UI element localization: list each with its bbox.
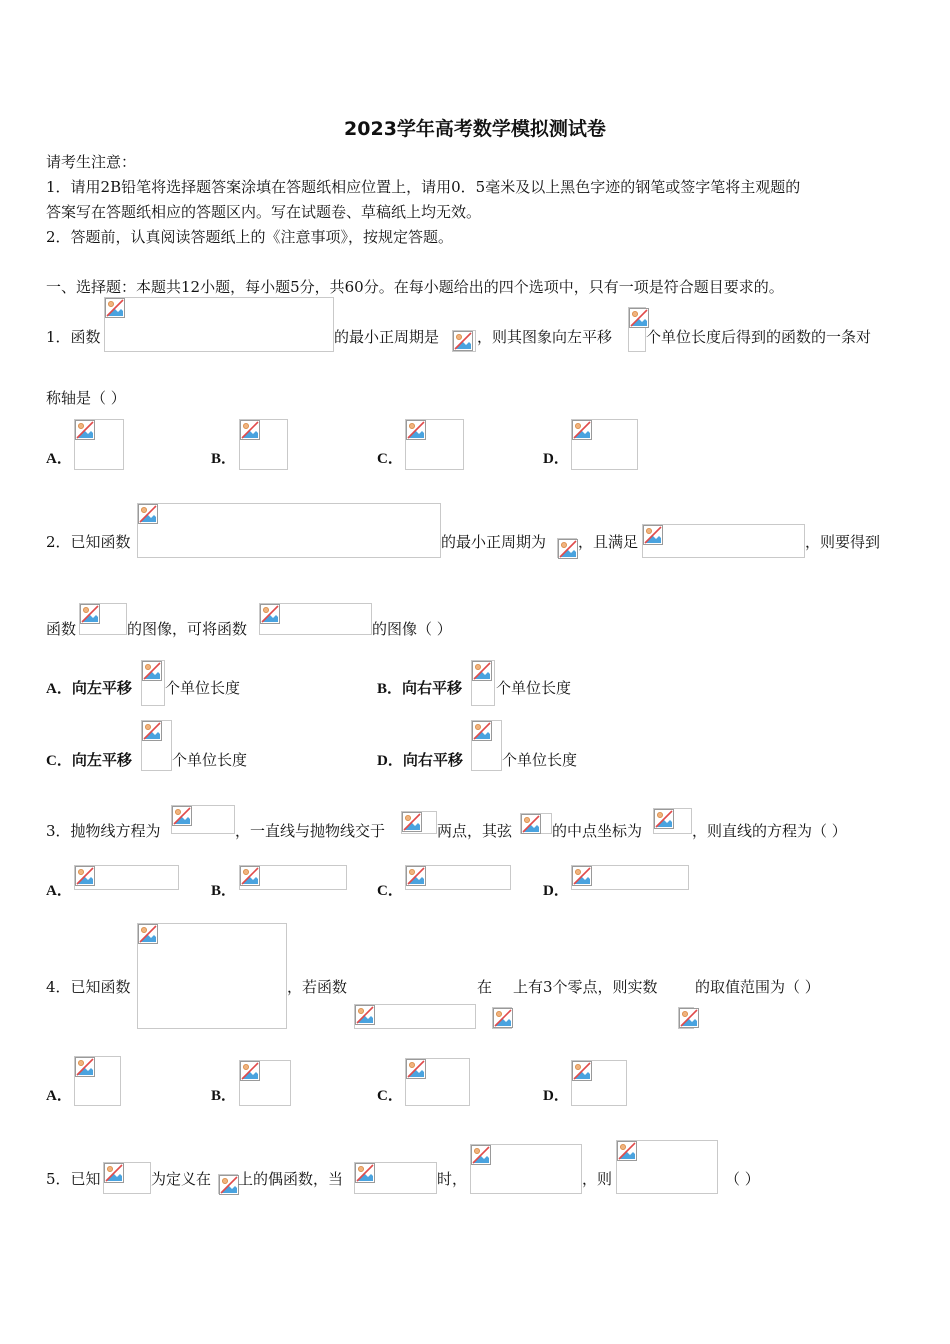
q3-option-b-label: B． bbox=[211, 883, 237, 899]
broken-image-icon bbox=[629, 308, 649, 328]
q2-option-b-image bbox=[471, 660, 495, 706]
q2-period-image bbox=[557, 538, 577, 558]
q2-option-c-image bbox=[141, 720, 172, 771]
broken-image-icon bbox=[406, 1059, 426, 1079]
q2-target-func-image bbox=[79, 603, 127, 635]
q2-text-7: 的图像（ ） bbox=[372, 620, 452, 638]
broken-image-icon bbox=[572, 1061, 592, 1081]
broken-image-icon bbox=[138, 504, 158, 524]
q4-variable-image bbox=[678, 1007, 694, 1029]
broken-image-icon bbox=[572, 866, 592, 886]
q1-option-c-label: C． bbox=[377, 451, 403, 467]
broken-image-icon bbox=[355, 1005, 375, 1025]
q4-option-a-image bbox=[74, 1056, 121, 1106]
notice-line-1: 1．请用2B铅笔将选择题答案涂填在答题纸相应位置上，请用0．5毫米及以上黑色字迹的钢笔或签字笔将主观题的 bbox=[46, 178, 801, 196]
q1-option-d-image bbox=[571, 419, 638, 470]
q4-option-b-label: B． bbox=[211, 1088, 237, 1104]
q2-formula-image bbox=[137, 503, 441, 558]
broken-image-icon bbox=[104, 1163, 124, 1183]
q2-text-1: 2．已知函数 bbox=[46, 533, 131, 551]
notice-line-2: 2．答题前，认真阅读答题纸上的《注意事项》，按规定答题。 bbox=[46, 228, 454, 246]
q2-text-2: 的最小正周期为 bbox=[441, 533, 547, 551]
q4-text-3: 在 bbox=[477, 978, 493, 996]
q2-text-6: 的图像，可将函数 bbox=[127, 620, 248, 638]
q5-condition-image bbox=[354, 1162, 437, 1194]
broken-image-icon bbox=[142, 721, 162, 741]
q5-text-6: （ ） bbox=[725, 1170, 760, 1188]
q1-option-c-image bbox=[405, 419, 464, 470]
q2-option-d-label: D．向右平移 bbox=[377, 753, 463, 769]
q1-text-5: 称轴是（ ） bbox=[46, 389, 126, 407]
q5-domain-image bbox=[218, 1174, 238, 1194]
q3-text-1: 3．抛物线方程为 bbox=[46, 822, 161, 840]
broken-image-icon bbox=[355, 1163, 375, 1183]
q2-text-5: 函数 bbox=[46, 620, 77, 638]
broken-image-icon bbox=[260, 604, 280, 624]
q2-option-a-image bbox=[141, 660, 165, 706]
q5-text-1: 5．已知 bbox=[46, 1170, 101, 1188]
broken-image-icon bbox=[521, 814, 541, 834]
q2-option-d-image bbox=[471, 720, 502, 771]
q2-condition-image bbox=[642, 524, 805, 558]
q3-option-a-label: A． bbox=[46, 883, 72, 899]
broken-image-icon bbox=[138, 924, 158, 944]
q3-option-b-image bbox=[239, 865, 347, 890]
q3-option-c-image bbox=[405, 865, 511, 890]
broken-image-icon bbox=[142, 661, 162, 681]
q1-formula-image bbox=[104, 297, 334, 352]
q4-function-g-image bbox=[354, 1004, 476, 1029]
q2-option-b-unit: 个单位长度 bbox=[496, 679, 572, 697]
q3-text-4: 的中点坐标为 bbox=[552, 822, 643, 840]
notice-heading: 请考生注意： bbox=[46, 153, 137, 171]
q4-text-2: ，若函数 bbox=[287, 978, 348, 996]
q4-text-4: 上有3个零点，则实数 bbox=[513, 978, 658, 996]
q3-text-5: ，则直线的方程为（ ） bbox=[692, 822, 847, 840]
q5-function-image bbox=[103, 1162, 151, 1194]
broken-image-icon bbox=[75, 420, 95, 440]
q2-option-a-unit: 个单位长度 bbox=[165, 679, 241, 697]
q3-option-d-label: D． bbox=[543, 883, 569, 899]
broken-image-icon bbox=[493, 1008, 513, 1028]
broken-image-icon bbox=[75, 866, 95, 886]
broken-image-icon bbox=[406, 420, 426, 440]
page-title: 2023学年高考数学模拟测试卷 bbox=[344, 118, 606, 140]
q1-option-a-label: A． bbox=[46, 451, 72, 467]
broken-image-icon bbox=[219, 1175, 239, 1195]
q5-text-5: ，则 bbox=[582, 1170, 613, 1188]
broken-image-icon bbox=[654, 809, 674, 829]
q2-option-d-unit: 个单位长度 bbox=[502, 751, 578, 769]
q1-text-3: ，则其图象向左平移 bbox=[477, 328, 613, 346]
broken-image-icon bbox=[402, 812, 422, 832]
broken-image-icon bbox=[406, 866, 426, 886]
q1-shift-image bbox=[628, 307, 646, 352]
q3-option-c-label: C． bbox=[377, 883, 403, 899]
broken-image-icon bbox=[472, 661, 492, 681]
q1-text-2: 的最小正周期是 bbox=[334, 328, 440, 346]
broken-image-icon bbox=[105, 298, 125, 318]
q4-text-1: 4．已知函数 bbox=[46, 978, 131, 996]
broken-image-icon bbox=[617, 1141, 637, 1161]
q5-text-2: 为定义在 bbox=[151, 1170, 212, 1188]
q2-option-a-label: A．向左平移 bbox=[46, 681, 132, 697]
section-heading: 一、选择题：本题共12小题，每小题5分，共60分。在每小题给出的四个选项中，只有一项是符合题目要求的。 bbox=[46, 278, 784, 296]
broken-image-icon bbox=[80, 604, 100, 624]
q4-option-d-label: D． bbox=[543, 1088, 569, 1104]
broken-image-icon bbox=[558, 539, 578, 559]
q4-option-a-label: A． bbox=[46, 1088, 72, 1104]
q2-option-b-label: B．向右平移 bbox=[377, 681, 463, 697]
q2-text-4: ，则要得到 bbox=[805, 533, 881, 551]
q1-text-4: 个单位长度后得到的函数的一条对 bbox=[646, 328, 872, 346]
q2-source-func-image bbox=[259, 603, 372, 635]
q4-option-c-label: C． bbox=[377, 1088, 403, 1104]
broken-image-icon bbox=[453, 331, 473, 351]
broken-image-icon bbox=[472, 721, 492, 741]
q5-text-4: 时， bbox=[437, 1170, 468, 1188]
q2-text-3: ，且满足 bbox=[578, 533, 639, 551]
q1-option-b-image bbox=[239, 419, 288, 470]
q3-parabola-image bbox=[171, 805, 235, 834]
q1-period-image bbox=[452, 330, 476, 352]
q4-option-c-image bbox=[405, 1058, 470, 1106]
q1-option-a-image bbox=[74, 419, 124, 470]
notice-line-1-cont: 答案写在答题纸相应的答题区内。写在试题卷、草稿纸上均无效。 bbox=[46, 203, 482, 221]
q4-interval-image bbox=[492, 1007, 512, 1029]
broken-image-icon bbox=[172, 806, 192, 826]
broken-image-icon bbox=[240, 1061, 260, 1081]
q3-chord-image bbox=[520, 813, 552, 834]
q5-expression-image bbox=[470, 1144, 582, 1194]
q2-option-c-unit: 个单位长度 bbox=[172, 751, 248, 769]
q3-midpoint-image bbox=[653, 808, 692, 834]
broken-image-icon bbox=[471, 1145, 491, 1165]
broken-image-icon bbox=[572, 420, 592, 440]
q2-option-c-label: C．向左平移 bbox=[46, 753, 132, 769]
q1-option-d-label: D． bbox=[543, 451, 569, 467]
q3-points-image bbox=[401, 811, 437, 834]
q1-text-1: 1．函数 bbox=[46, 328, 101, 346]
q3-text-2: ，一直线与抛物线交于 bbox=[235, 822, 386, 840]
q5-compare-image bbox=[616, 1140, 718, 1194]
q5-text-3: 上的偶函数，当 bbox=[238, 1170, 344, 1188]
q4-option-d-image bbox=[571, 1060, 627, 1106]
broken-image-icon bbox=[240, 420, 260, 440]
q3-option-d-image bbox=[571, 865, 689, 890]
q3-text-3: 两点，其弦 bbox=[437, 822, 513, 840]
q4-option-b-image bbox=[239, 1060, 291, 1106]
broken-image-icon bbox=[679, 1008, 699, 1028]
q3-option-a-image bbox=[74, 865, 179, 890]
broken-image-icon bbox=[643, 525, 663, 545]
q4-text-5: 的取值范围为（ ） bbox=[695, 978, 820, 996]
broken-image-icon bbox=[75, 1057, 95, 1077]
q1-option-b-label: B． bbox=[211, 451, 237, 467]
q4-piecewise-image bbox=[137, 923, 287, 1029]
broken-image-icon bbox=[240, 866, 260, 886]
